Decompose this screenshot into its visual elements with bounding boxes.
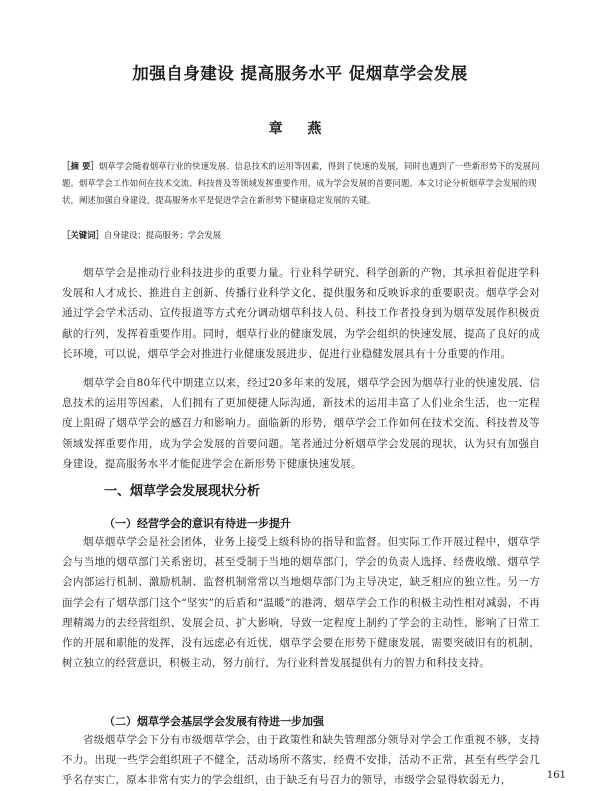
paragraph-text: 烟草学会自80年代中期建立以来，经过20多年来的发展，烟草学会因为烟草行业的快速发展、信息技术的运用等因素，人们拥有了更加便捷人际沟通，新技术的运用丰富了人们业余生活，也一定程度上阻碍了烟草学会的感召力和影响力。面临新的形势，烟草学会工作如何在技术交流、科技普及等领域发挥重要作用，成为学会发展的首要问题。笔者通过分析烟草学会发展的现状，认为只有加强自身建设，提高服务水平才能促进学会在新形势下健康快速发展。 [62,377,540,470]
subsection-heading-2: （二）烟草学会基层学会发展有待进一步加强 [104,715,324,728]
section-heading: 一、烟草学会发展现状分析 [104,484,261,499]
page-number: 161 [546,770,566,781]
body-paragraph-2 [62,373,540,474]
body-paragraph-1 [62,263,540,364]
paragraph-text: 烟草烟草学会是社会团体，业务上接受上级科协的指导和监督。但实际工作开展过程中，烟草学会与当地的烟草部门关系密切，甚至受制于当地的烟草部门，学会的负责人选择、经费收缴、烟草学会内部运行机制、激励机制、监督机制常常以当地烟草部门为主导决定，缺乏相应的独立性。另一方面学会有了烟草部门这个“坚实”的后盾和“温暖”的港湾，烟草学会工作的积极主动性相对减弱，不再理精竭力的去经营组织、发展会员、扩大影响，导致一定程度上制约了学会的主动性，影响了日常工作的开展和职能的发挥，没有远虑必有近忧，烟草学会要在形势下健康发展，需要突破旧有的机制，树立独立的经营意识，积极主动，努力前行，为行业科普发展提供有力的智力和科技支持。 [62,536,540,670]
subsection-heading-1: （一）经营学会的意识有待进一步提升 [104,517,291,530]
abstract-label: ［摘 要］ [62,161,99,171]
body-paragraph-4 [62,730,540,787]
article-title: 加强自身建设 提高服务水平 促烟草学会发展 [132,64,468,83]
article-author: 章 燕 [268,121,332,137]
body-paragraph-3 [62,532,540,673]
paragraph-text: 省级烟草学会下分有市级烟草学会，由于政策性和缺失管理部分领导对学会工作重视不够，支持不力。出现一些学会组织班子不健全，活动场所不落实，经费不安排，活动不正常，甚至有些学会几乎名存实亡，原本非常有实力的学会组织，由于缺乏有号召力的领导，市级学会显得软弱无力， [62,734,540,787]
abstract-text: 烟草学会随着烟草行业的快速发展、信息技术的运用等因素，得到了快速的发展，同时也遇到了一些新形势下的发展问题。烟草学会工作如何在技术交流、科技普及等领域发挥重要作用，成为学会发展的首要问题。本文讨论分析烟草学会发展的现状，阐述加强自身建设，提高服务水平是促进学会在新形势下健康稳定发展的关键。 [62,161,540,205]
keywords [62,227,540,244]
keywords-text: 自身建设；提高服务；学会发展 [103,230,222,240]
paragraph-text: 烟草学会是推动行业科技进步的重要力量。行业科学研究、科学创新的产物，其承担着促进学科发展和人才成长、推进自主创新、传播行业科学文化、提供服务和反映诉求的重要职责。烟草学会对通过学会学术活动、宣传报道等方式充分调动烟草科技人员、科技工作者投身到为烟草发展作积极贡献的行列，发挥着重要作用。同时，烟草行业的健康发展，为学会组织的快速发展，提高了良好的成长环境，可以说，烟草学会对推进行业健康发展进步、促进行业稳健发展具有十分重要的作用。 [62,267,540,360]
abstract [62,158,540,209]
keywords-label: ［关键词］ [62,230,104,240]
